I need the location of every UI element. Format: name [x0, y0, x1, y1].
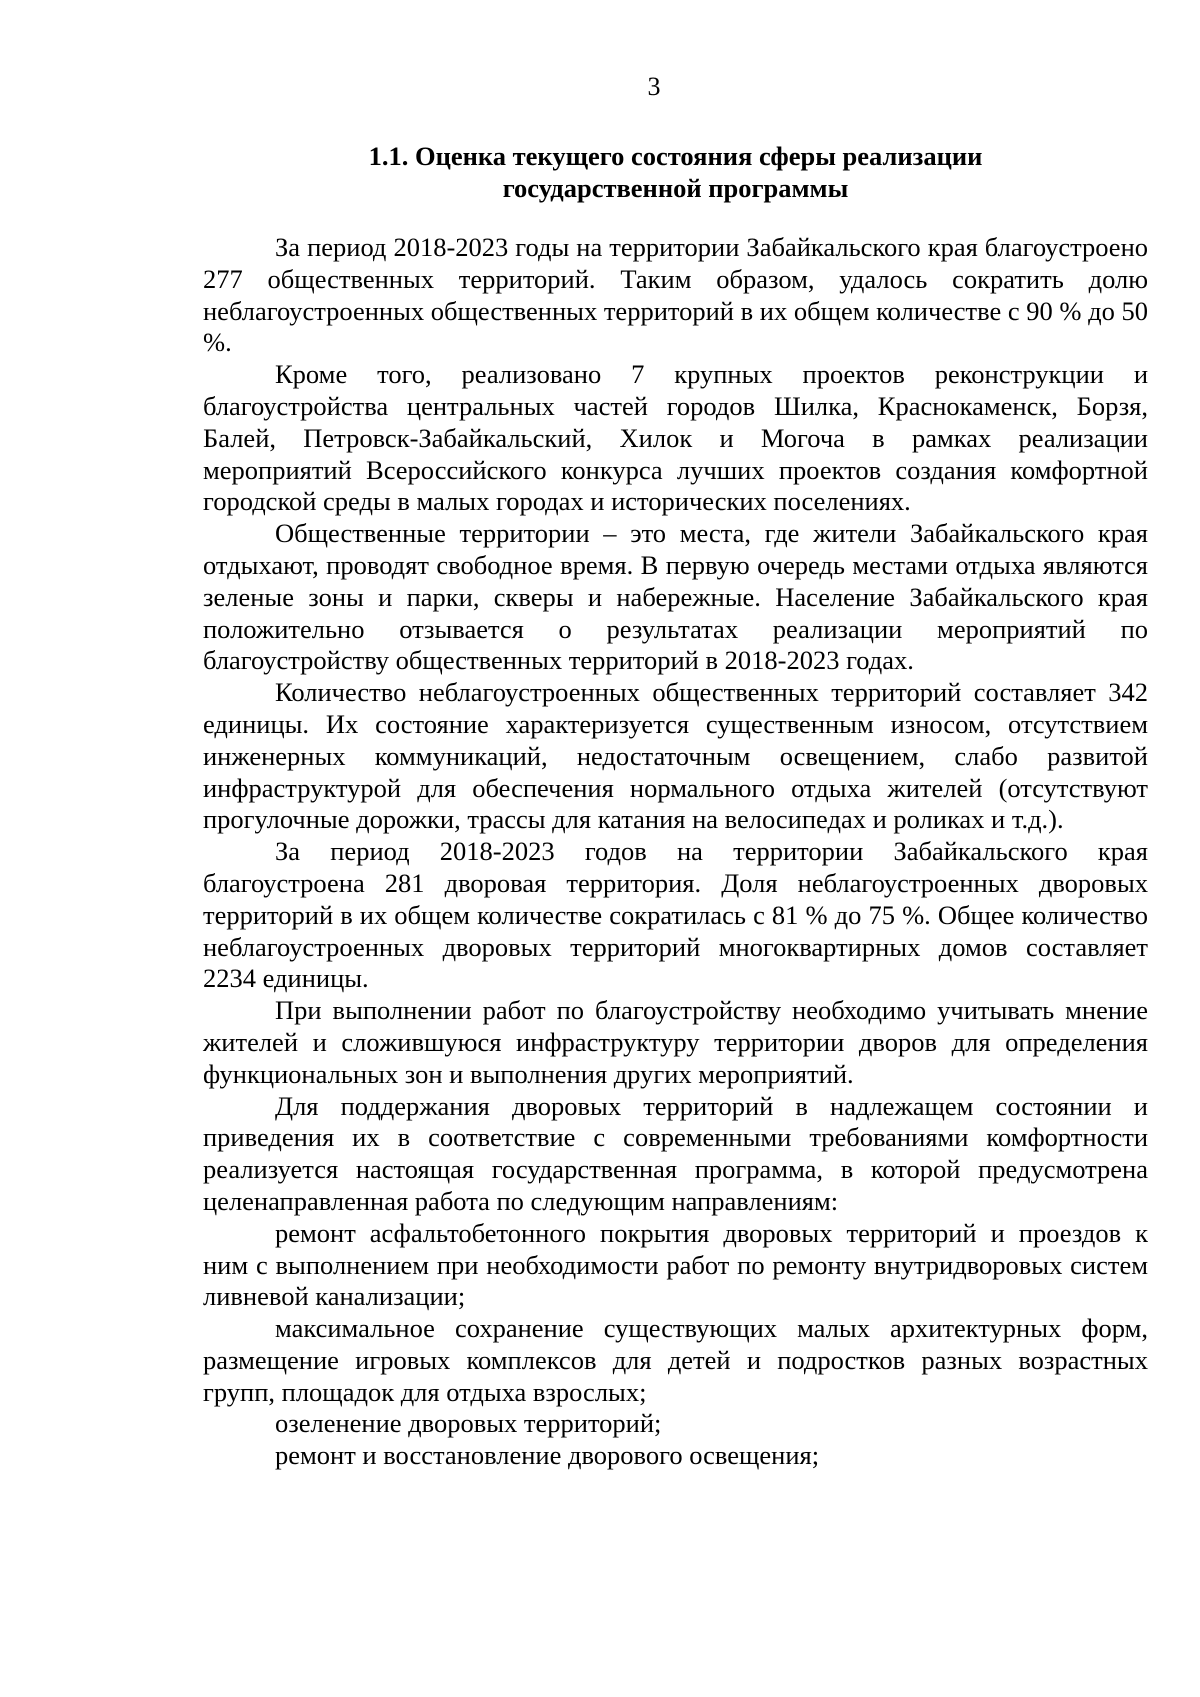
paragraph-unimproved-public-areas: Количество неблагоустроенных общественных территорий составляет 342 единицы. Их состояние характеризуется существенным износом, отсутствием инженерных коммуникаций, недостаточным освещением, слабо развитой инфраструктурой для обеспечения нормального отдыха жителей (отсутствуют прогулочные дорожки, трассы для катания на велосипедах и роликах и т.д.).	[203, 677, 1148, 835]
list-item: максимальное сохранение существующих малых архитектурных форм, размещение игровых комплексов для детей и подростков разных возрастных групп, площадок для отдыха взрослых;	[203, 1313, 1148, 1407]
paragraph-public-areas-definition: Общественные территории – это места, где жители Забайкальского края отдыхают, проводят свободное время. В первую очередь местами отдыха являются зеленые зоны и парки, скверы и набережные. Население Забайкальского края положительно отзывается о результатах реализации мероприятий по благоустройству общественных территорий в 2018-2023 годах.	[203, 518, 1148, 676]
section-heading-line-2: государственной программы	[502, 173, 849, 203]
paragraph-public-areas-improved: За период 2018-2023 годы на территории Забайкальского края благоустроено 277 общественных территорий. Таким образом, удалось сократить долю неблагоустроенных общественных территорий в их общем количестве с 90 % до 50 %.	[203, 232, 1148, 358]
section-heading-line-1: 1.1. Оценка текущего состояния сферы реализации	[368, 141, 983, 171]
paragraph-courtyards-improved: За период 2018-2023 годов на территории Забайкальского края благоустроена 281 дворовая территория. Доля неблагоустроенных дворовых территорий в их общем количестве сократилась с 81 % до 75 %. Общее количество неблагоустроенных дворовых территорий многоквартирных домов составляет 2234 единицы.	[203, 836, 1148, 994]
paragraph-program-directions: Для поддержания дворовых территорий в надлежащем состоянии и приведения их в соответствие с современными требованиями комфортности реализуется настоящая государственная программа, в которой предусмотрена целенаправленная работа по следующим направлениям:	[203, 1090, 1148, 1216]
document-body	[203, 232, 1148, 1472]
paragraph-major-projects: Кроме того, реализовано 7 крупных проектов реконструкции и благоустройства центральных частей городов Шилка, Краснокаменск, Борзя, Балей, Петровск-Забайкальский, Хилок и Могоча в рамках реализации мероприятий Всероссийского конкурса лучших проектов создания комфортной городской среды в малых городах и исторических поселениях.	[203, 359, 1148, 517]
list-item: озеленение дворовых территорий;	[275, 1408, 662, 1439]
page-number: 3	[647, 72, 661, 101]
section-heading	[203, 140, 1148, 204]
list-item: ремонт асфальтобетонного покрытия дворовых территорий и проездов к ним с выполнением при необходимости работ по ремонту внутридворовых систем ливневой канализации;	[203, 1217, 1148, 1312]
list-item: ремонт и восстановление дворового освещения;	[275, 1440, 820, 1471]
paragraph-residents-opinion: При выполнении работ по благоустройству необходимо учитывать мнение жителей и сложившуюся инфраструктуру территории дворов для определения функциональных зон и выполнения других мероприятий.	[203, 995, 1148, 1089]
